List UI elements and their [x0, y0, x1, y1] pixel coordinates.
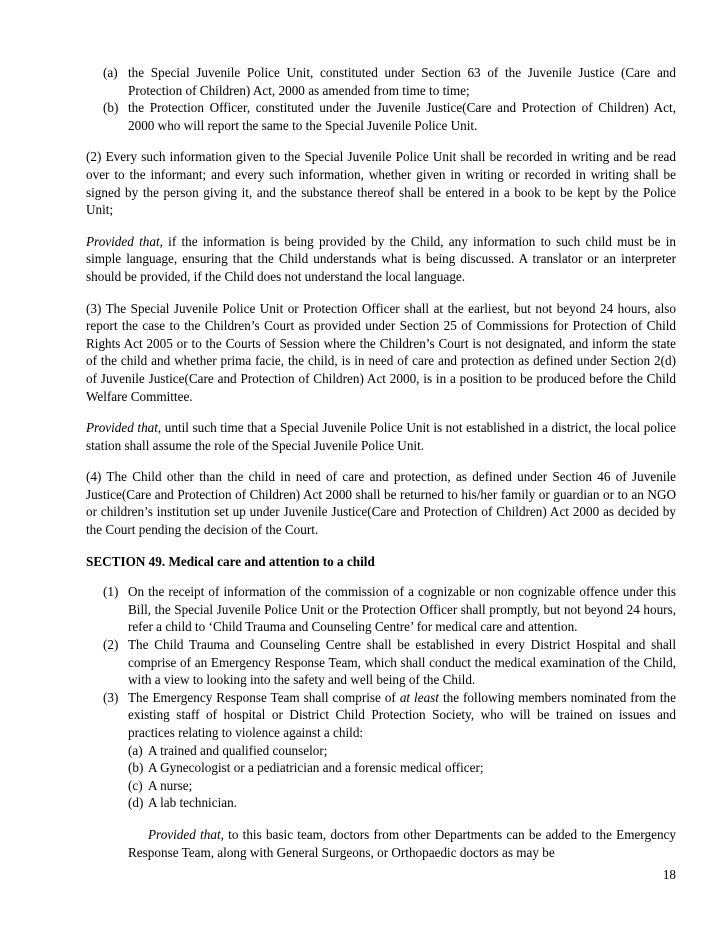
team-member-item	[86, 794, 676, 812]
list-item	[86, 64, 676, 99]
list-item	[86, 636, 676, 689]
list-marker: (1)	[103, 584, 119, 600]
section-heading: SECTION 49. Medical care and attention to a child	[86, 553, 375, 569]
proviso-text: , to this basic team, doctors from other Departments can be added to the Emergency Response Team, along with General Surgeons, or Orthopaedic doctors as may be	[128, 826, 676, 860]
team-member-text: A lab technician.	[148, 795, 237, 811]
proviso-1	[86, 233, 676, 286]
list-item	[86, 689, 676, 742]
team-member-text: A nurse;	[148, 777, 193, 793]
proviso-text: , if the information is being provided by the Child, any information to such child must be in simple language, ensuring that the Child understands what is being discussed. A translator or an interpreter should be provided, if the Child does not understand the local language.	[86, 233, 676, 284]
proviso-2	[86, 419, 676, 454]
list-item	[86, 99, 676, 134]
list-item-text: The Emergency Response Team shall comprise of	[128, 689, 400, 705]
proviso-lead: Provided that	[86, 233, 160, 249]
proviso-lead: Provided that	[148, 826, 221, 842]
page-number: 18	[662, 867, 676, 882]
list-item-text: the Protection Officer, constituted under the Juvenile Justice(Care and Protection of Children) Act, 2000 who will report the same to the Special Juvenile Police Unit.	[128, 100, 676, 133]
list-marker: (c)	[128, 777, 143, 793]
team-member-text: A Gynecologist or a pediatrician and a forensic medical officer;	[148, 760, 484, 776]
proviso-3	[86, 826, 676, 861]
list-marker: (3)	[103, 689, 119, 705]
list-marker: (2)	[103, 637, 119, 653]
list-item-text: The Child Trauma and Counseling Centre shall be established in every District Hospital and shall comprise of an Emergency Response Team, which shall conduct the medical examination of the Child, with a view to looking into the safety and well being of the Child.	[128, 637, 676, 688]
list-item	[86, 583, 676, 636]
team-member-item	[86, 759, 676, 777]
list-marker: (a)	[128, 742, 143, 758]
intro-list	[86, 64, 676, 134]
list-item-emphasis: at least	[399, 689, 439, 705]
list-item-text: the Special Juvenile Police Unit, constituted under Section 63 of the Juvenile Justice (Care and Protection of Children) Act, 2000 as amended from time to time;	[128, 65, 676, 98]
list-item-text: On the receipt of information of the commission of a cognizable or non cognizable offence under this Bill, the Special Juvenile Police Unit or the Protection Officer shall promptly, but not beyond 24 hours, refer a child to ‘Child Trauma and Counseling Centre’ for medical care and attention.	[128, 584, 676, 635]
list-item-text: the following members nominated from the existing staff of hospital or District Child Protection Society, who will be trained on issues and practices relating to violence against a child:	[128, 689, 676, 740]
document-page	[86, 64, 676, 861]
paragraph-4: (4) The Child other than the child in need of care and protection, as defined under Section 46 of Juvenile Justice(Care and Protection of Children) Act 2000 shall be returned to his/her family or guardian or to an NGO or children’s institution set up under Juvenile Justice(Care and Protection of Children) Act 2000 as decided by the Court pending the decision of the Court.	[86, 469, 676, 538]
team-member-item	[86, 742, 676, 760]
paragraph-3: (3) The Special Juvenile Police Unit or Protection Officer shall at the earliest, but not beyond 24 hours, also report the case to the Children’s Court as provided under Section 25 of Commissions for Protection of Child Rights Act 2005 or to the Courts of Session where the Children’s Court is not designated, and inform the state of the child and whether prima facie, the child, is in need of care and protection as defined under Section 2(d) of Juvenile Justice(Care and Protection of Children) Act 2000, is in a position to be produced before the Child Welfare Committee.	[86, 300, 676, 404]
list-marker: (b)	[128, 760, 144, 776]
team-member-text: A trained and qualified counselor;	[148, 742, 328, 758]
list-marker: (d)	[128, 795, 144, 811]
team-member-item	[86, 777, 676, 795]
list-marker: (b)	[103, 100, 119, 116]
proviso-text: , until such time that a Special Juvenile Police Unit is not established in a district, the local police station shall assume the role of the Special Juvenile Police Unit.	[86, 420, 676, 453]
proviso-lead: Provided that	[86, 420, 158, 436]
section-49-list	[86, 583, 676, 861]
list-marker: (a)	[103, 65, 118, 80]
paragraph-2: (2) Every such information given to the Special Juvenile Police Unit shall be recorded in writing and be read over to the informant; and every such information, whether given in writing or recorded in writing shall be signed by the person giving it, and the substance thereof shall be entered in a book to be kept by the Police Unit;	[86, 149, 676, 218]
team-member-list	[86, 742, 676, 812]
